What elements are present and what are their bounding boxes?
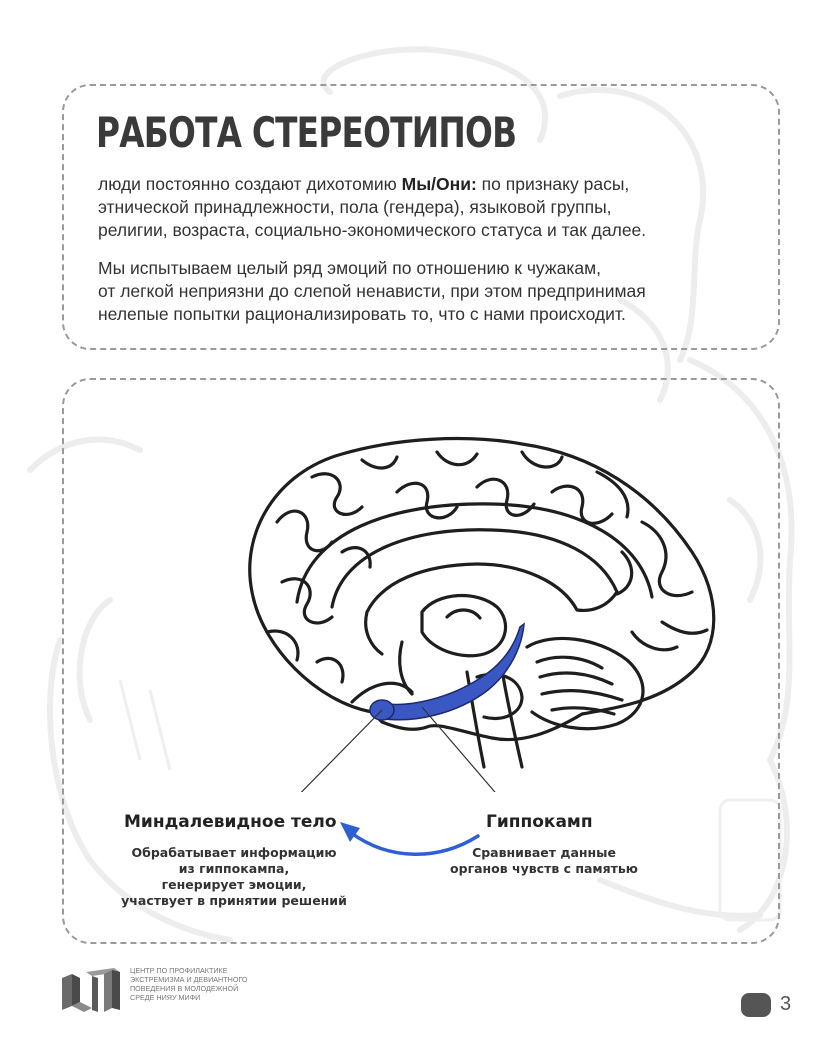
- paragraph2-line2: от легкой неприязни до слепой ненависти, при этом предпринимая: [98, 281, 646, 301]
- brain-illustration: [222, 432, 722, 792]
- amygdala-desc-line: генерирует эмоции,: [161, 877, 307, 892]
- amygdala-desc-line: Обрабатывает информацию: [131, 845, 337, 860]
- org-name-line: ЦЕНТР ПО ПРОФИЛАКТИКЕ: [130, 966, 228, 975]
- org-name: [130, 966, 248, 1002]
- org-name-line: СРЕДЕ НИЯУ МИФИ: [130, 993, 201, 1002]
- cerebellum: [527, 638, 643, 728]
- emotions-paragraph: [98, 257, 646, 326]
- paragraph1-line3: религии, возраста, социально-экономического статуса и так далее.: [98, 220, 647, 240]
- amygdala-description: [116, 845, 352, 909]
- org-name-line: ПОВЕДЕНИЯ В МОЛОДЕЖНОЙ: [130, 984, 239, 993]
- hippocampus-desc-line: Сравнивает данные: [472, 845, 616, 860]
- corpus-callosum: [332, 530, 617, 654]
- paragraph1-line2: этнической принадлежности, пола (гендера), языковой группы,: [98, 197, 612, 217]
- hippocampus-desc-line: органов чувств с памятью: [450, 861, 638, 876]
- page-title: РАБОТА СТЕРЕОТИПОВ: [96, 108, 517, 157]
- paragraph1-line1: люди постоянно создают дихотомию Мы/Они: по признаку расы,: [98, 174, 630, 194]
- hippocampus-description: [446, 845, 642, 877]
- page-marker: [741, 993, 771, 1017]
- page-number: 3: [780, 993, 792, 1015]
- org-name-line: ЭКСТРЕМИЗМА И ДЕВИАНТНОГО: [130, 975, 248, 984]
- amygdala-desc-line: участвует в принятии решений: [121, 893, 347, 908]
- paragraph2-line3: нелепые попытки рационализировать то, что с нами происходит.: [98, 304, 626, 324]
- paragraph2-line1: Мы испытываем целый ряд эмоций по отношению к чужакам,: [98, 258, 601, 278]
- hippocampus-label: Гиппокамп: [486, 812, 593, 832]
- us-them-term: Мы/Они:: [401, 174, 477, 194]
- org-logo: [58, 964, 122, 1016]
- intro-paragraph: [98, 173, 646, 242]
- amygdala-label: Миндалевидное тело: [124, 812, 337, 832]
- amygdala-desc-line: из гиппокампа,: [178, 861, 290, 876]
